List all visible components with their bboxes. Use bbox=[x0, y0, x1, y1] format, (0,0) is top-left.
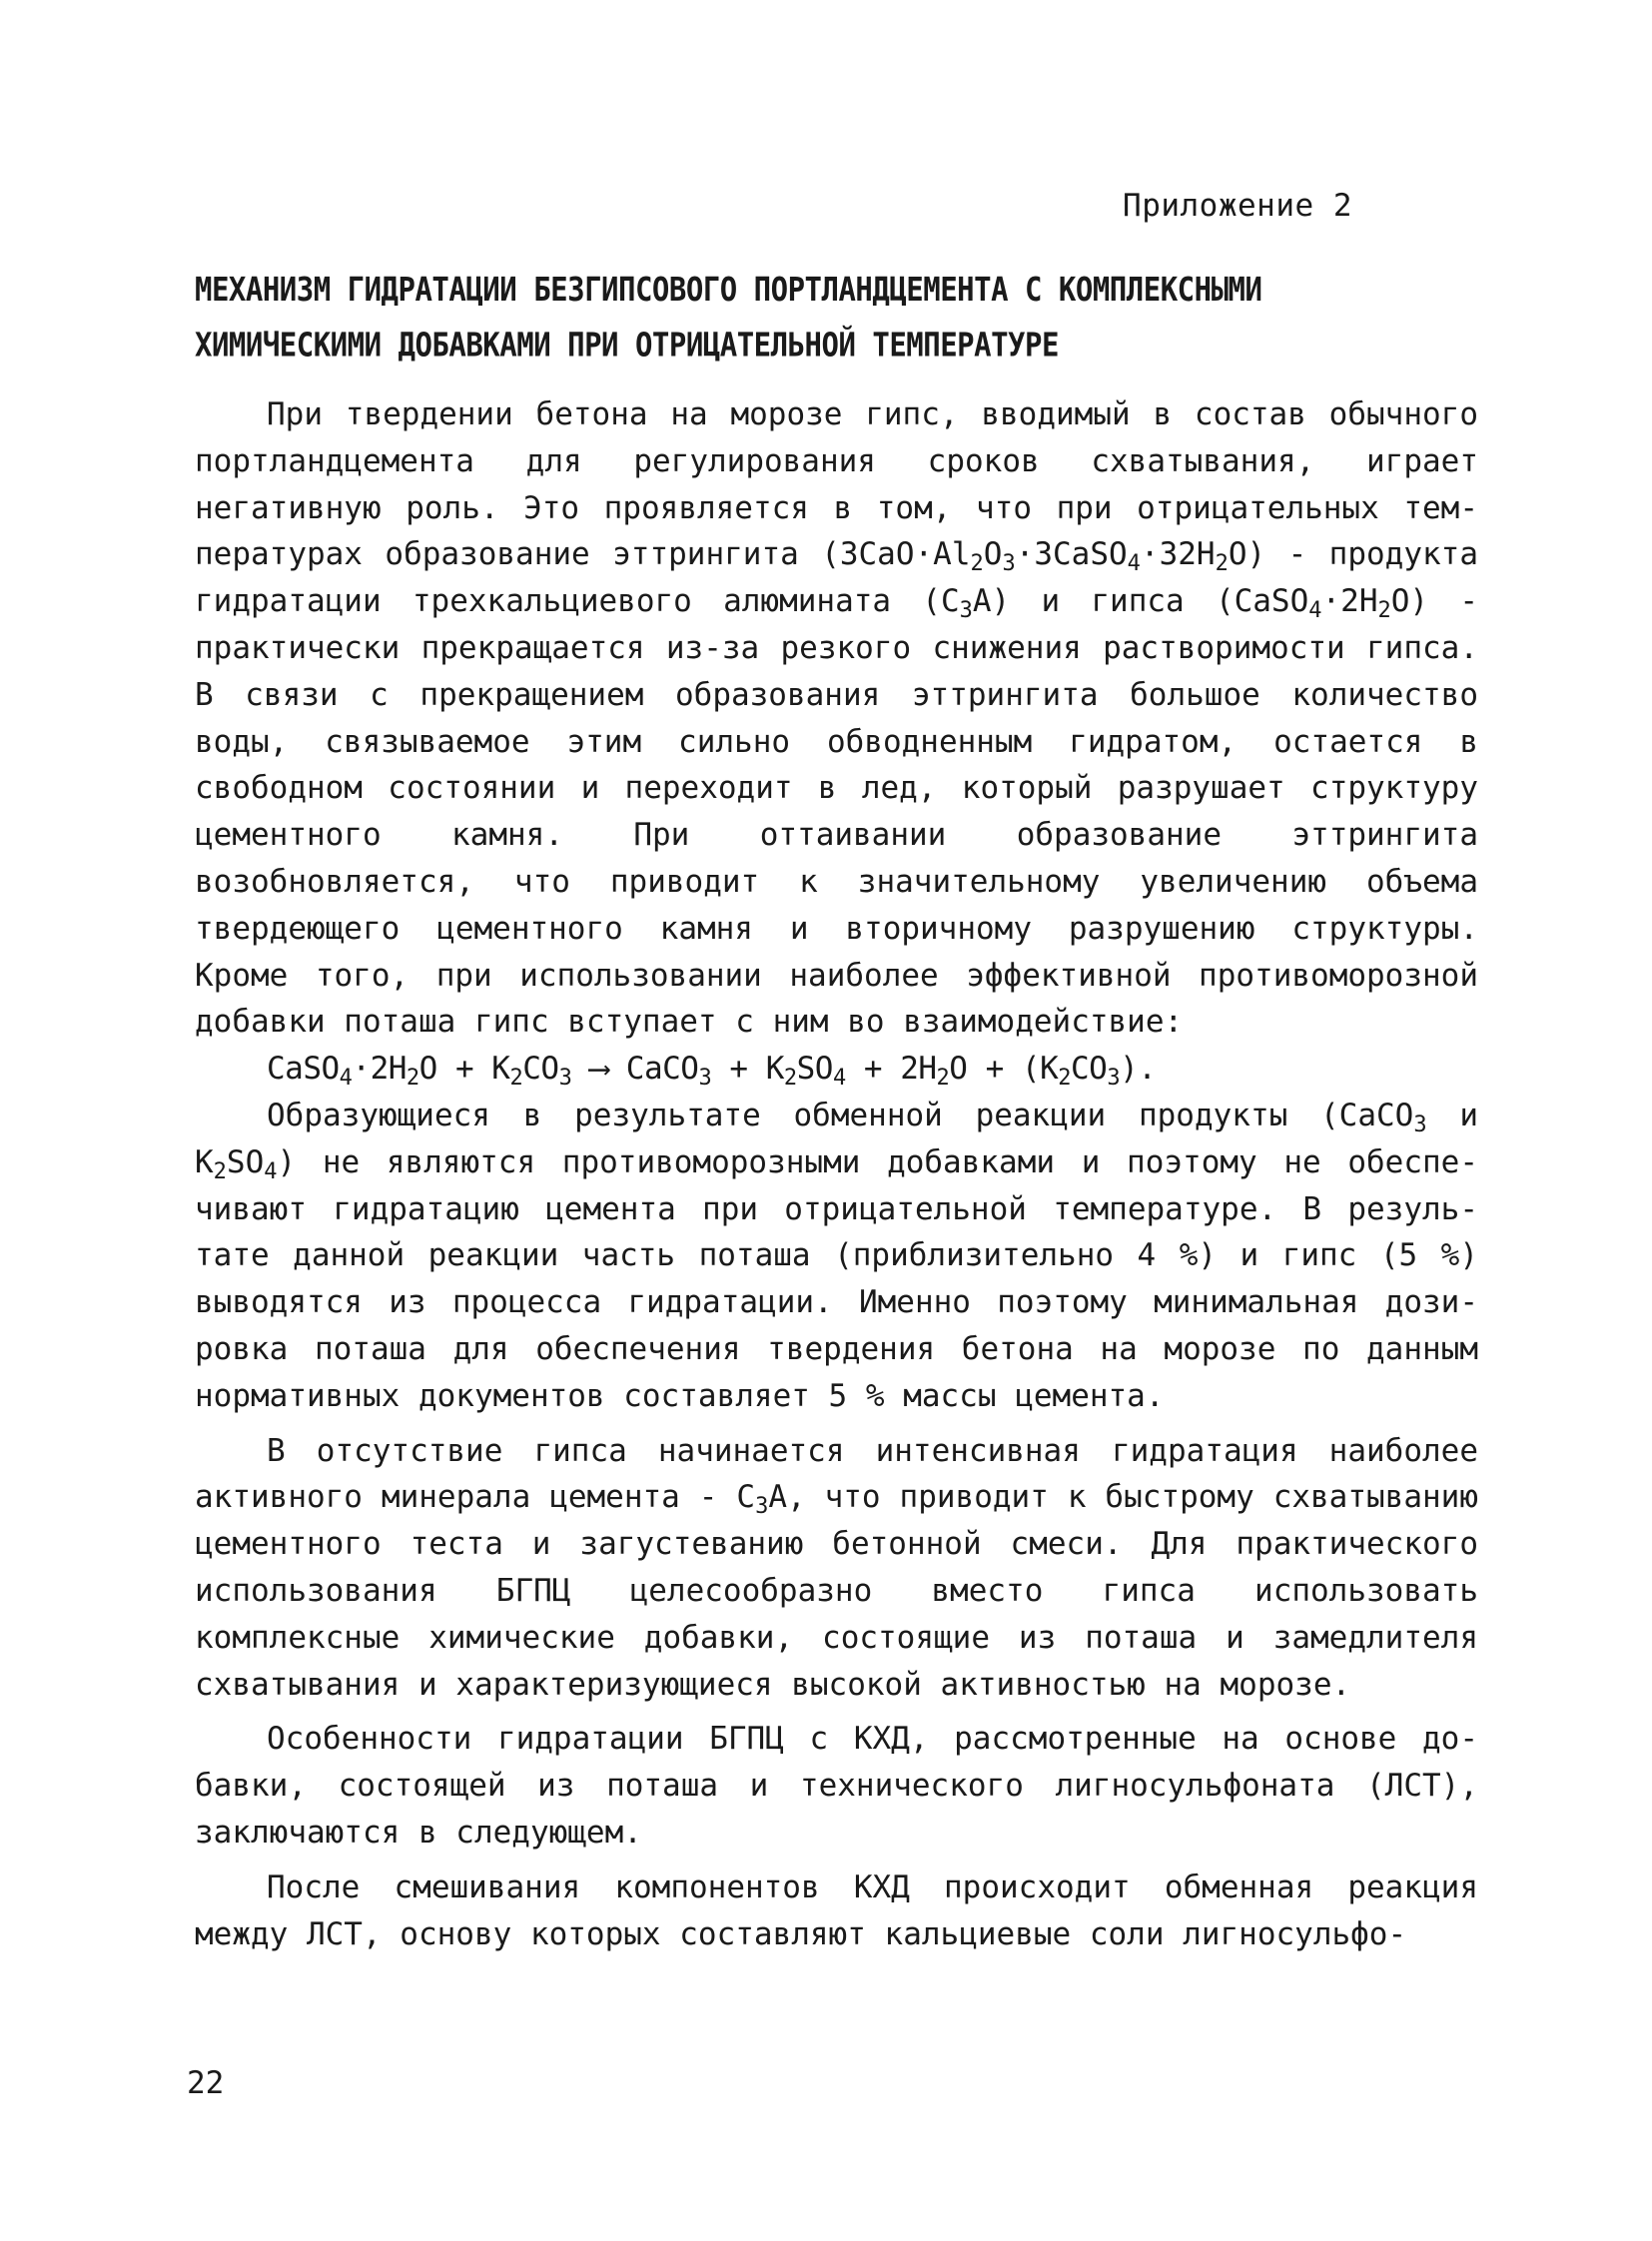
subscript: 3 bbox=[698, 1066, 712, 1092]
text-run: ·2H bbox=[1321, 583, 1378, 620]
subscript: 3 bbox=[558, 1066, 572, 1092]
paragraph-2 bbox=[195, 1093, 1478, 1420]
subscript: 3 bbox=[1002, 551, 1016, 577]
text-run: O) - продукта гидратации трехкальциевого алюмината (C bbox=[195, 536, 1478, 620]
text-run: В отсутствие гипса начинается интенсивная гидратация наиболее активного минерала цемента - C bbox=[195, 1432, 1478, 1516]
equation-term: + K bbox=[711, 1051, 784, 1088]
document-title bbox=[195, 262, 1493, 372]
chemical-equation bbox=[267, 1046, 1478, 1093]
equation-term: O + K bbox=[418, 1051, 510, 1088]
equation-term: CO bbox=[1071, 1051, 1108, 1088]
subscript: 4 bbox=[339, 1066, 353, 1092]
text-run: A) и гипса (CaSO bbox=[972, 583, 1309, 620]
subscript: 3 bbox=[959, 598, 973, 624]
equation-term: ). bbox=[1120, 1051, 1157, 1088]
equation-term: + 2H bbox=[845, 1051, 937, 1088]
subscript: 3 bbox=[1413, 1112, 1427, 1137]
subscript: 2 bbox=[936, 1066, 950, 1092]
text-run: Образующиеся в результате обменной реакции продукты (CaCO bbox=[267, 1097, 1414, 1133]
paragraph-1 bbox=[195, 391, 1478, 1046]
subscript: 4 bbox=[832, 1066, 846, 1092]
title-line-2: ХИМИЧЕСКИМИ ДОБАВКАМИ ПРИ ОТРИЦАТЕЛЬНОЙ ТЕМПЕРАТУРЕ bbox=[195, 325, 1059, 365]
text-run: O) - практически прекращается из-за резкого снижения растворимости гипса. В связи с прекращением образования эттрингита большое количество воды, связываемое этим сильно обводненным гидратом, остается в свободном состоянии и переходит в лед, который разрушает структуру цементного камня. При оттаивании образование эттрингита возобновляется, что приводит к значительному увеличению объема твердеющего цементного камня и вторичному разрушению структуры. Кроме того, при использовании наиболее эффективной противоморозной добавки поташа гипс вступает с ним во взаимодействие: bbox=[195, 583, 1479, 1041]
paragraph-4: Особенности гидратации БГПЦ с КХД, рассмотренные на основе добавки, состоящей из поташа и технического лигносульфоната (ЛСТ), заключаются в следующем. bbox=[195, 1721, 1478, 1851]
title-line-1: МЕХАНИЗМ ГИДРАТАЦИИ БЕЗГИПСОВОГО ПОРТЛАНДЦЕМЕНТА С КОМПЛЕКСНЫМИ bbox=[195, 270, 1262, 310]
text-run: A, что приводит к быстрому схватыванию цементного теста и загустеванию бетонной смеси. Для практического использования БГПЦ целесообразно вместо гипса использовать комплексные химические добавки, состоящие из поташа и замедлителя схватывания и характеризующиеся высокой активностью на морозе. bbox=[195, 1479, 1478, 1703]
paragraph-5: После смешивания компонентов КХД происходит обменная реакция между ЛСТ, основу которых составляют кальциевые соли лигносульфо- bbox=[195, 1868, 1478, 1952]
subscript: 2 bbox=[1058, 1066, 1072, 1092]
equation-term: SO bbox=[796, 1051, 833, 1088]
text-run: и K bbox=[195, 1097, 1479, 1180]
subscript: 2 bbox=[783, 1066, 797, 1092]
subscript: 3 bbox=[755, 1494, 769, 1520]
subscript: 2 bbox=[1215, 551, 1229, 577]
subscript: 2 bbox=[1377, 598, 1391, 624]
text-run: ) не являются противоморозными добавками и поэтому не обеспечивают гидратацию цемента при отрицательной температуре. В результате данной реакции часть поташа (приблизительно 4 %) и гипс (5 %) выводятся из процесса гидратации. Именно поэтому минимальная дозировка поташа для обеспечения твердения бетона на морозе по данным нормативных документов составляет 5 % массы цемента. bbox=[195, 1143, 1478, 1414]
paragraph-3 bbox=[195, 1428, 1478, 1709]
subscript: 2 bbox=[970, 551, 984, 577]
appendix-label: Приложение 2 bbox=[1123, 188, 1352, 224]
body-text bbox=[195, 391, 1478, 1957]
equation-term: CO bbox=[522, 1051, 559, 1088]
subscript: 4 bbox=[264, 1158, 278, 1184]
text-run: SO bbox=[226, 1143, 265, 1180]
equation-term: CaSO bbox=[267, 1051, 340, 1088]
subscript: 3 bbox=[1107, 1066, 1121, 1092]
subscript: 2 bbox=[213, 1158, 227, 1184]
equation-term: ⟶ CaCO bbox=[571, 1051, 699, 1088]
page-number: 22 bbox=[187, 2065, 225, 2101]
text-run: При твердении бетона на морозе гипс, вводимый в состав обычного портландцемента для регулирования сроков схватывания, играет негативную роль. Это проявляется в том, что при отрицательных температурах образование эттрингита (3CaO·Al bbox=[195, 396, 1478, 573]
text-run: ·32H bbox=[1140, 536, 1216, 573]
text-run: ·3CaSO bbox=[1015, 536, 1128, 573]
subscript: 2 bbox=[406, 1066, 419, 1092]
subscript: 4 bbox=[1308, 598, 1322, 624]
subscript: 2 bbox=[509, 1066, 523, 1092]
equation-term: O + (K bbox=[949, 1051, 1059, 1088]
subscript: 4 bbox=[1127, 551, 1141, 577]
equation-term: ·2H bbox=[352, 1051, 407, 1088]
text-run: O bbox=[983, 536, 1003, 573]
